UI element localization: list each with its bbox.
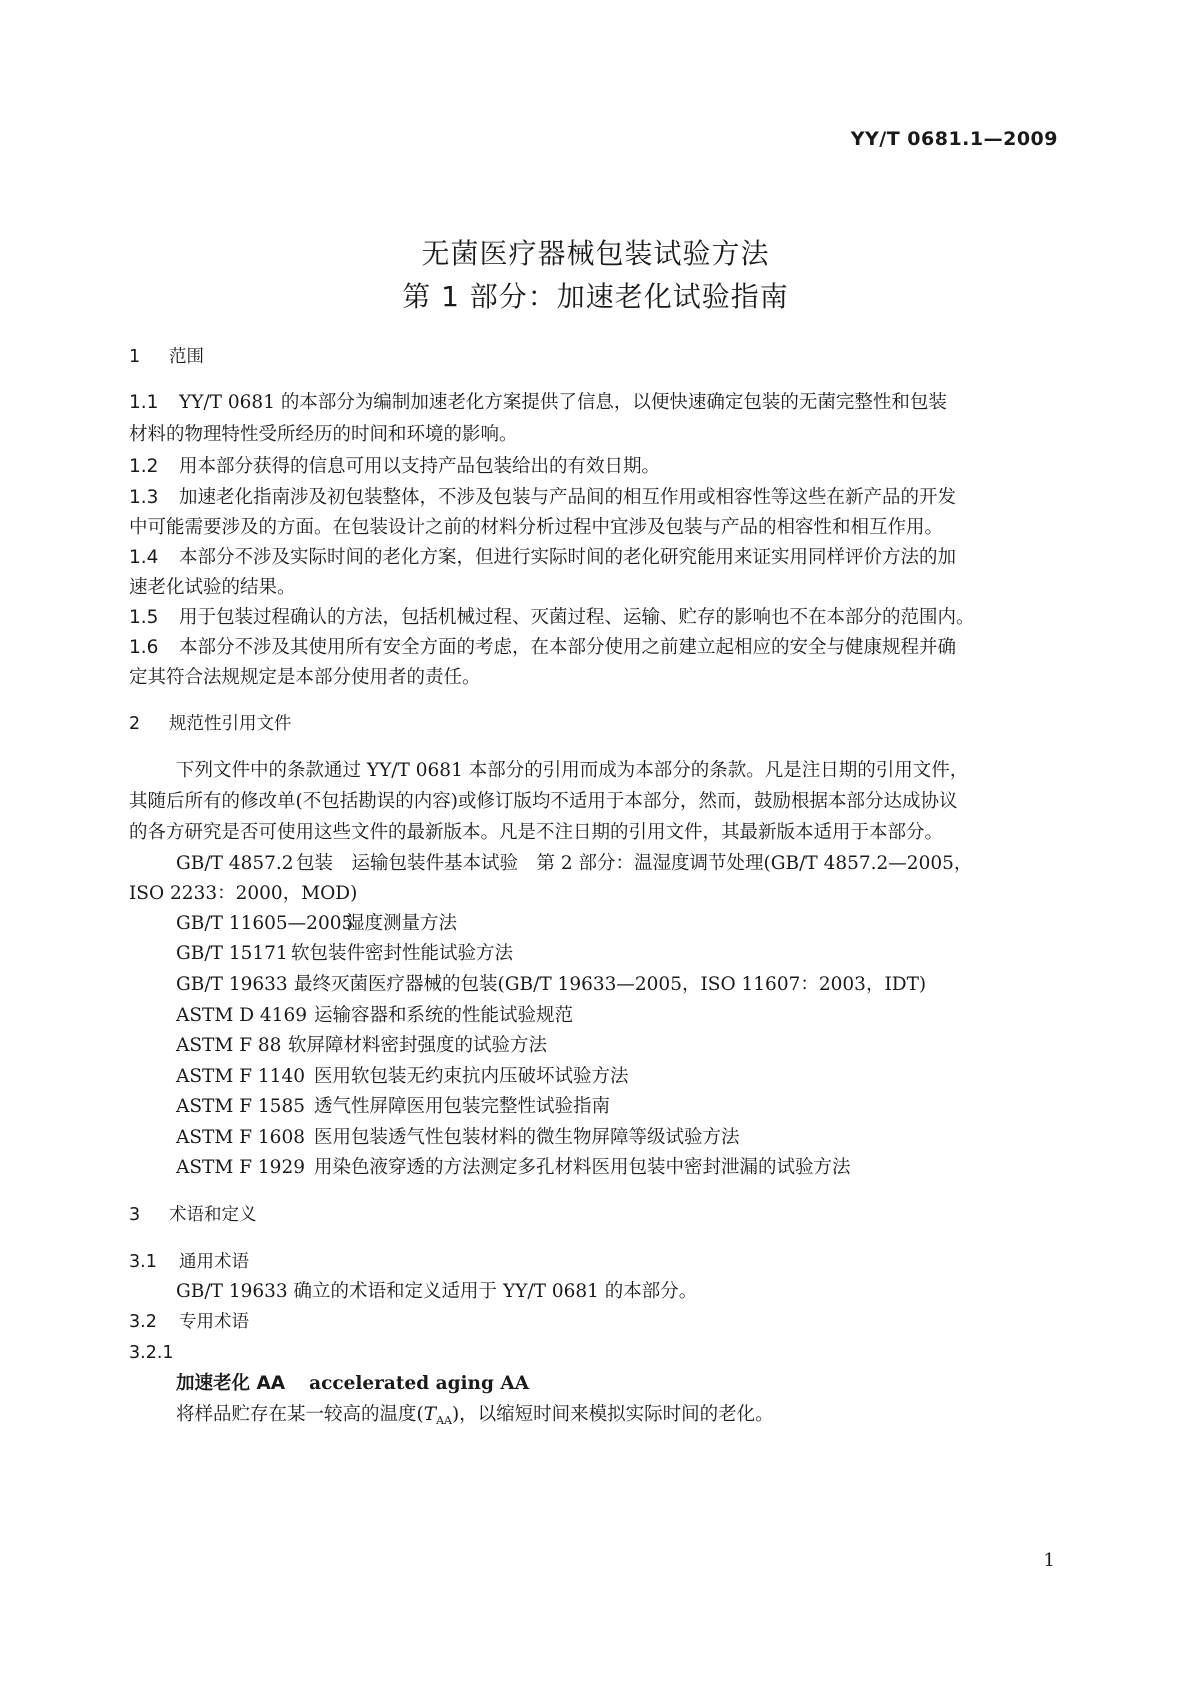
- subsection-3-2-heading: [129, 1310, 1064, 1334]
- intro-line-3: 的各方研究是否可使用这些文件的最新版本。凡是不注日期的引用文件，其最新版本适用于本部分。: [129, 822, 944, 843]
- clause-text: 加速老化指南涉及初包装整体，不涉及包装与产品间的相互作用或相容性等这些在新产品的开发: [179, 487, 957, 508]
- clause-number: 3.1: [129, 1252, 157, 1272]
- section-number: 3: [129, 1205, 141, 1225]
- clause-number: 1.2: [129, 456, 159, 477]
- reference-title: 最终灭菌医疗器械的包装(GB/T 19633—2005，ISO 11607：2003，IDT): [294, 974, 927, 995]
- reference-code: ASTM F 1929: [176, 1157, 305, 1178]
- reference-item-cont: ISO 2233：2000，MOD): [129, 883, 358, 904]
- reference-title: 包装 运输包装件基本试验 第 2 部分：温湿度调节处理(GB/T 4857.2—2005，: [296, 853, 973, 874]
- subsection-title: 通用术语: [179, 1252, 249, 1272]
- clause-text: 用本部分获得的信息可用以支持产品包装给出的有效日期。: [179, 456, 661, 477]
- clause-number: 3.2: [129, 1312, 157, 1332]
- reference-title: 湿度测量方法: [346, 913, 458, 934]
- reference-item: [176, 852, 1111, 876]
- section-2-heading: [129, 712, 1064, 736]
- section-title: 术语和定义: [169, 1205, 257, 1225]
- section-number: 2: [129, 714, 141, 734]
- section-title: 范围: [169, 347, 204, 367]
- reference-title: 透气性屏障医用包装完整性试验指南: [314, 1096, 611, 1117]
- reference-code: ASTM F 1140: [176, 1066, 305, 1087]
- document-title-line1: 无菌医疗器械包装试验方法: [421, 237, 770, 270]
- reference-item: [176, 942, 1111, 966]
- reference-code: ASTM D 4169: [176, 1005, 307, 1026]
- clause-1-4: [129, 546, 1064, 570]
- clause-1-4-cont: 速老化试验的结果。: [129, 577, 296, 598]
- clause-number: 1.6: [129, 637, 159, 658]
- reference-code: ASTM F 88: [176, 1035, 282, 1056]
- clause-1-1-cont: 材料的物理特性受所经历的时间和环境的影响。: [129, 424, 518, 445]
- intro-line-2: 其随后所有的修改单(不包括勘误的内容)或修订版均不适用于本部分，然而，鼓励根据本部分达成协议: [129, 791, 958, 812]
- page-number: 1: [1043, 1550, 1055, 1571]
- clause-text: 本部分不涉及实际时间的老化方案，但进行实际时间的老化研究能用来证实用同样评价方法的加: [179, 547, 957, 568]
- clause-number: 1.5: [129, 607, 159, 628]
- term-definition: [176, 1403, 1111, 1433]
- reference-item: [176, 973, 1111, 997]
- subsection-title: 专用术语: [179, 1312, 249, 1332]
- subsection-3-1-heading: [129, 1250, 1064, 1274]
- clause-text: 用于包装过程确认的方法，包括机械过程、灭菌过程、运输、贮存的影响也不在本部分的范围内。: [179, 607, 975, 628]
- clause-number: 1.1: [129, 392, 159, 413]
- temperature-subscript: AA: [436, 1414, 452, 1427]
- clause-1-2: [129, 455, 1064, 479]
- intro-line-1: 下列文件中的条款通过 YY/T 0681 本部分的引用而成为本部分的条款。凡是注日期的引用文件，: [176, 760, 969, 781]
- reference-code: GB/T 11605—2005: [176, 913, 354, 934]
- term-english: accelerated aging AA: [309, 1373, 530, 1394]
- section-title: 规范性引用文件: [169, 714, 292, 734]
- clause-1-6-cont: 定其符合法规规定是本部分使用者的责任。: [129, 667, 481, 688]
- clause-1-3-cont: 中可能需要涉及的方面。在包装设计之前的材料分析过程中宜涉及包装与产品的相容性和相互作用。: [129, 517, 944, 538]
- reference-title: 运输容器和系统的性能试验规范: [314, 1005, 574, 1026]
- reference-code: ASTM F 1585: [176, 1096, 305, 1117]
- standard-code: YY/T 0681.1—2009: [850, 128, 1058, 150]
- reference-item: [176, 1156, 1111, 1180]
- clause-1-5: [129, 606, 1064, 630]
- section-1-heading: [129, 345, 1064, 369]
- reference-code: GB/T 15171: [176, 943, 288, 964]
- reference-item: [176, 1004, 1111, 1028]
- document-title-line2: 第 1 部分：加速老化试验指南: [402, 280, 789, 313]
- clause-number: 1.3: [129, 487, 159, 508]
- reference-title: 医用软包装无约束抗内压破坏试验方法: [314, 1066, 629, 1087]
- reference-title: 用染色液穿透的方法测定多孔材料医用包装中密封泄漏的试验方法: [314, 1157, 851, 1178]
- section-3-heading: [129, 1203, 1064, 1227]
- reference-title: 医用包装透气性包装材料的微生物屏障等级试验方法: [314, 1127, 740, 1148]
- clause-1-3: [129, 486, 1064, 510]
- term-chinese: 加速老化 AA: [176, 1373, 286, 1394]
- clause-1-1: [129, 391, 1064, 415]
- reference-title: 软屏障材料密封强度的试验方法: [288, 1035, 548, 1056]
- reference-item: [176, 1126, 1111, 1150]
- reference-code: ASTM F 1608: [176, 1127, 305, 1148]
- term-number: 3.2.1: [129, 1343, 174, 1363]
- reference-title: 软包装件密封性能试验方法: [291, 943, 514, 964]
- clause-text: 本部分不涉及其使用所有安全方面的考虑，在本部分使用之前建立起相应的安全与健康规程并确: [179, 637, 957, 658]
- reference-item: [176, 1065, 1111, 1089]
- clause-1-6: [129, 636, 1064, 660]
- definition-text-before: 将样品贮存在某一较高的温度(: [176, 1404, 424, 1425]
- reference-item: [176, 912, 1111, 936]
- reference-item: [176, 1095, 1111, 1119]
- clause-number: 1.4: [129, 547, 159, 568]
- temperature-symbol: T: [423, 1404, 437, 1425]
- term-entry: [176, 1372, 1111, 1396]
- reference-code: GB/T 19633: [176, 974, 288, 995]
- section-number: 1: [129, 347, 141, 367]
- clause-text: YY/T 0681 的本部分为编制加速老化方案提供了信息，以便快速确定包装的无菌完整性和包装: [179, 392, 947, 413]
- subsection-3-1-text: GB/T 19633 确立的术语和定义适用于 YY/T 0681 的本部分。: [176, 1281, 698, 1302]
- definition-text-after: )，以缩短时间来模拟实际时间的老化。: [451, 1404, 774, 1425]
- reference-code: GB/T 4857.2: [176, 853, 294, 874]
- reference-item: [176, 1034, 1111, 1058]
